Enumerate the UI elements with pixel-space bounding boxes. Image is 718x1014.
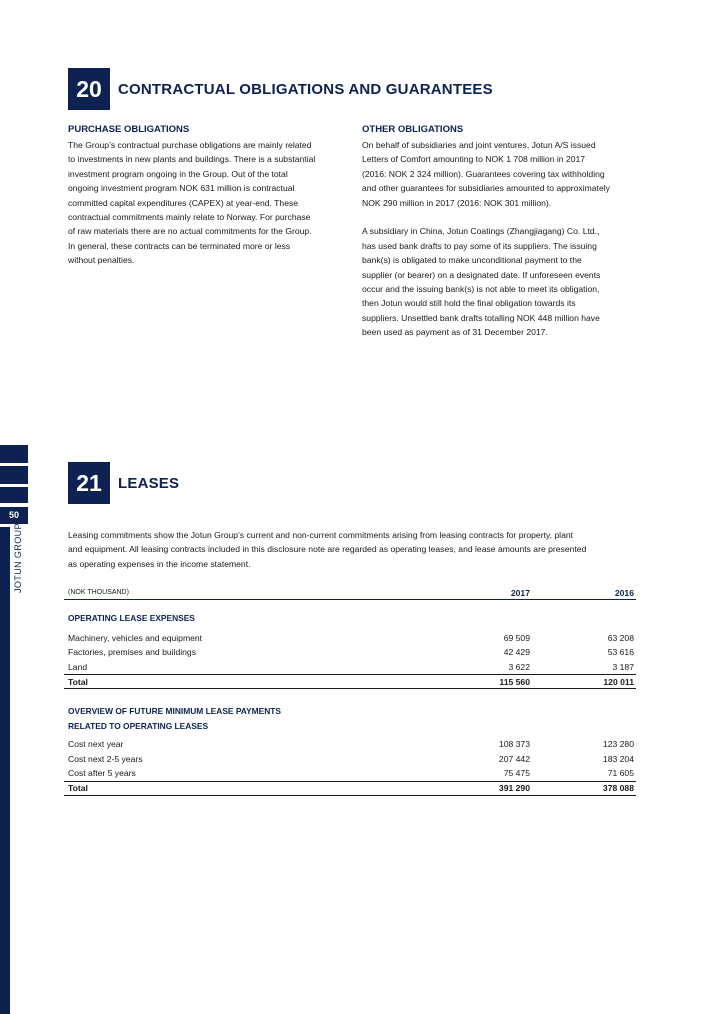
body-paragraph: [362, 224, 638, 339]
body-paragraph: [68, 138, 342, 268]
table-row: [64, 631, 636, 646]
text-line: A subsidiary in China, Jotun Coatings (Zhangjiagang) Co. Ltd.,: [362, 226, 600, 237]
text-line: been used as payment as of 31 December 2017.: [362, 327, 548, 338]
subsection-heading: PURCHASE OBLIGATIONS: [68, 124, 190, 135]
total-row: [64, 674, 636, 689]
unit-label: (NOK THOUSAND): [68, 589, 129, 596]
text-line: has used bank drafts to pay some of its suppliers. The issuing: [362, 240, 597, 251]
value-2017: 207 442: [498, 753, 530, 764]
value-2016: 123 280: [602, 739, 634, 750]
group-heading: [64, 719, 636, 734]
text-line: (2016: NOK 2 324 million). Guarantees covering tax withholding: [362, 168, 605, 179]
value-2016: 71 605: [607, 768, 634, 779]
value-2017: 108 373: [498, 739, 530, 750]
body-paragraph: [362, 138, 638, 210]
table-row: [64, 660, 636, 675]
text-line: On behalf of subsidiaries and joint ventures, Jotun A/S issued: [362, 140, 596, 150]
row-label: Total: [68, 676, 88, 687]
text-line: and equipment. All leasing contracts included in this disclosure note are regarded as operating leases, and lease amounts are presented: [68, 544, 587, 555]
column-header-2017: 2017: [510, 587, 530, 598]
value-2017: 115 560: [499, 676, 530, 687]
purchase-obligations: [68, 124, 342, 268]
table-row: [64, 766, 636, 781]
value-2017: 69 509: [503, 632, 530, 643]
text-line: of raw materials there are no actual commitments for the Group.: [68, 226, 312, 237]
text-line: Letters of Comfort amounting to NOK 1 708 million in 2017: [362, 154, 586, 165]
text-line: committed capital expenditures (CAPEX) at year-end. These: [68, 197, 299, 208]
text-line: Leasing commitments show the Jotun Group’s current and non-current commitments arising from leasing contracts for property, plant: [68, 530, 574, 540]
text-line: investment program ongoing in the Group. Out of the total: [68, 168, 288, 179]
text-line: ongoing investment program NOK 631 million is contractual: [68, 183, 295, 194]
side-band-block: [0, 487, 28, 503]
table-row: [64, 737, 636, 752]
section-title: CONTRACTUAL OBLIGATIONS AND GUARANTEES: [118, 80, 493, 98]
text-line: then Jotun would still hold the final obligation towards its: [362, 298, 576, 309]
other-obligations: [362, 124, 638, 340]
value-2017: 391 290: [498, 783, 530, 793]
table-header-row: [64, 586, 636, 600]
lease-table: [64, 586, 636, 796]
row-label: Cost next 2-5 years: [68, 753, 143, 764]
value-2016: 120 011: [603, 676, 634, 687]
section-21-header: [68, 462, 179, 504]
row-label: Machinery, vehicles and equipment: [68, 632, 203, 643]
row-label: Factories, premises and buildings: [68, 647, 197, 658]
text-line: without penalties.: [68, 255, 135, 266]
section-title: LEASES: [118, 474, 180, 492]
side-band-block: [0, 466, 28, 484]
side-band-block: [0, 445, 28, 463]
group-heading-text: OPERATING LEASE EXPENSES: [68, 613, 195, 624]
value-2017: 75 475: [503, 768, 530, 779]
row-label: Cost after 5 years: [68, 768, 136, 779]
subsection-heading: OTHER OBLIGATIONS: [362, 124, 464, 135]
text-line: supplier (or bearer) on a designated date. If unforeseen events: [362, 269, 601, 280]
value-2016: 183 204: [602, 753, 634, 764]
text-line: suppliers. Unsettled bank drafts totalling NOK 448 million have: [362, 312, 600, 323]
text-line: bank(s) is obligated to make unconditional payment to the: [362, 255, 582, 266]
value-2016: 3 187: [612, 661, 634, 672]
side-band-bar: [0, 527, 10, 1014]
text-line: as operating expenses in the income statement.: [68, 558, 251, 569]
table-row: [64, 752, 636, 767]
text-line: to investments in new plants and buildings. There is a substantial: [68, 154, 316, 165]
row-label: Land: [68, 661, 88, 672]
text-line: contractual commitments mainly relate to Norway. For purchase: [68, 212, 311, 223]
section-number: 21: [68, 462, 110, 504]
group-heading: [64, 611, 636, 626]
value-2016: 63 208: [607, 632, 634, 643]
table-row: [64, 645, 636, 660]
text-line: NOK 290 million in 2017 (2016: NOK 301 million).: [362, 197, 552, 208]
leases-intro: [68, 528, 636, 571]
section-number: 20: [68, 68, 110, 110]
page-number: 50: [0, 507, 28, 524]
text-line: and other guarantees for subsidiaries amounted to approximately: [362, 183, 610, 194]
row-label: Cost next year: [68, 739, 124, 750]
group-heading-text: RELATED TO OPERATING LEASES: [68, 720, 209, 731]
group-heading-text: OVERVIEW OF FUTURE MINIMUM LEASE PAYMENTS: [68, 706, 281, 717]
total-row: [64, 781, 636, 796]
value-2017: 42 429: [503, 647, 530, 658]
value-2017: 3 622: [508, 661, 530, 672]
row-label: Total: [68, 783, 88, 793]
value-2016: 53 616: [607, 647, 634, 658]
side-label: JOTUN GROUP: [13, 523, 23, 593]
text-line: occur and the issuing bank(s) is not able to meet its obligation,: [362, 284, 600, 295]
text-line: In general, these contracts can be terminated more or less: [68, 240, 291, 251]
text-line: The Group’s contractual purchase obligations are mainly related: [68, 140, 312, 150]
column-header-2016: 2016: [614, 587, 634, 598]
section-20-header: [68, 68, 493, 110]
group-heading: [64, 704, 636, 719]
value-2016: 378 088: [602, 783, 634, 793]
